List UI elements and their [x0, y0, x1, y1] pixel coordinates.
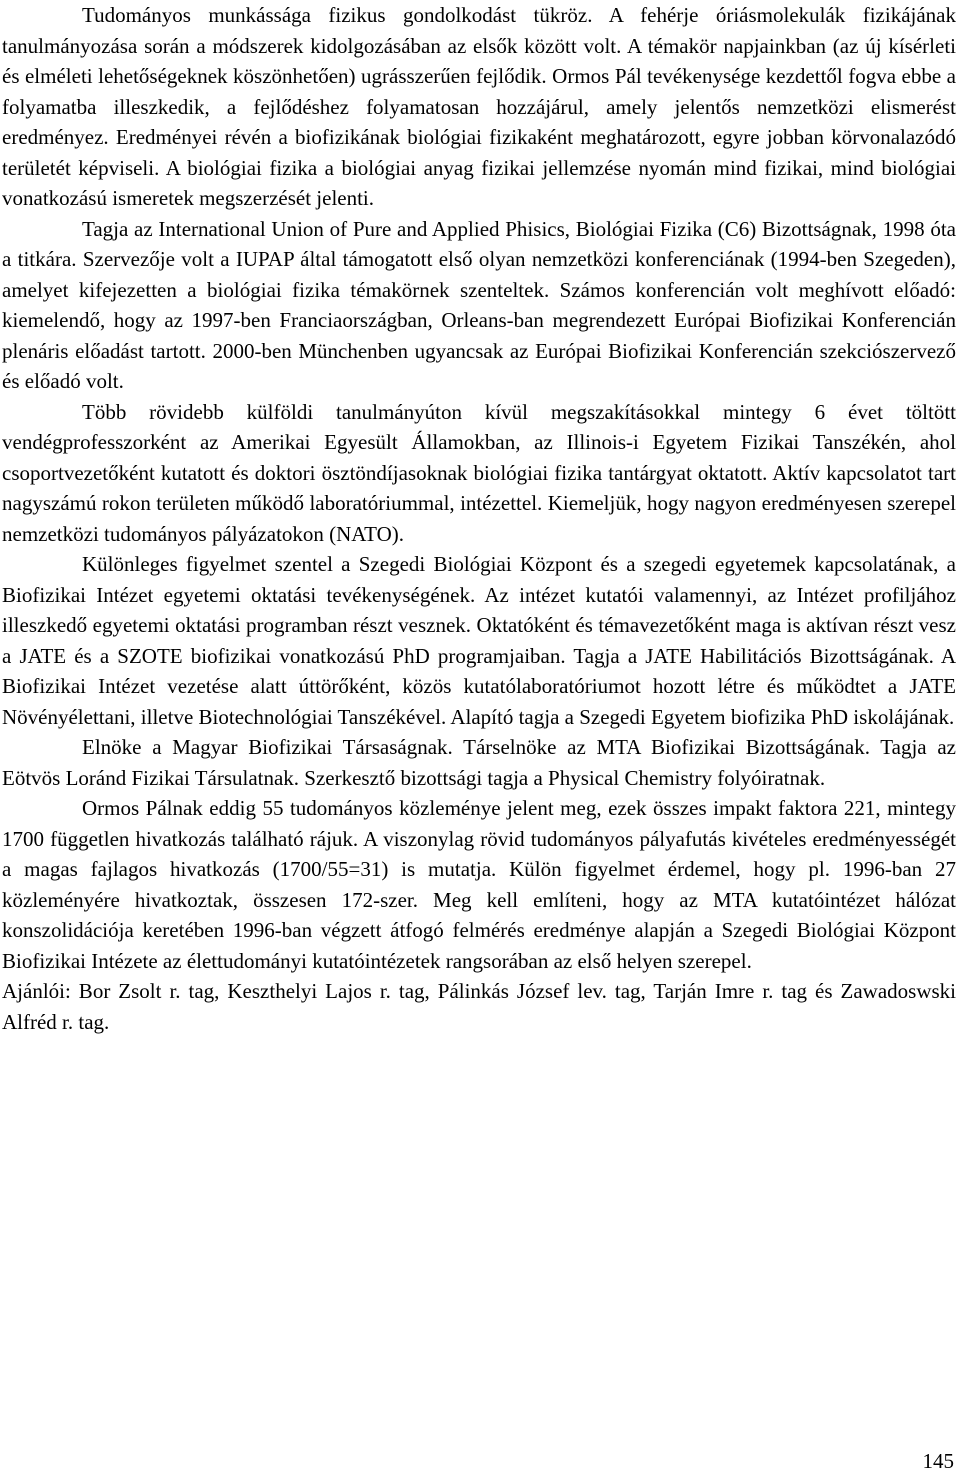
paragraph-publications: Ormos Pálnak eddig 55 tudományos közleménye jelent meg, ezek összes impakt faktora 221, mintegy 1700 független hivatkozás található rájuk. A viszonylag rövid tudományos pályafutás kivételes eredményességét a magas fajlagos hivatkozás (1700/55=31) is mutatja. Külön figyelmet érdemel, hogy pl. 1996-ban 27 közleményére hivatkoztak, összesen 172-szer. Meg kell említeni, hogy az MTA kutatóintézet hálózat konszolidációja keretében 1996-ban végzett átfogó felmérés eredménye alapján a Szegedi Biológiai Központ Biofizikai Intézete az élettudományi kutatóintézetek rangsorában az első helyen szerepel. — [2, 796, 956, 973]
paragraph-research: Tudományos munkássága fizikus gondolkodást tükröz. A fehérje óriásmolekulák fizikájának tanulmányozása során a módszerek kidolgozásában az elsők között volt. A témakör napjainkban (az új kísérleti és elméleti lehetőségeknek köszönhetően) ugrásszerűen fejlődik. Ormos Pál tevékenysége kezdettől fogva ebbe a folyamatba illeszkedik, a fejlődéshez folyamatosan hozzájárul, amely jelentős nemzetközi elismerést eredményez. Eredményei révén a biofizikának biológiai fizikaként meghatározott, egyre jobban körvonalazódó területét képviseli. A biológiai fizika a biológiai anyag fizikai jellemzése nyomán mind fizikai, mind biológiai vonatkozású ismeretek megszerzését jelenti. — [2, 3, 956, 210]
page-number: 145 — [922, 1449, 954, 1473]
paragraph-recommenders: Ajánlói: Bor Zsolt r. tag, Keszthelyi Lajos r. tag, Pálinkás József lev. tag, Tarján Imre r. tag és Zawadoswski Alfréd r. tag. — [2, 979, 956, 1034]
paragraph-abroad: Több rövidebb külföldi tanulmányúton kívül megszakításokkal mintegy 6 évet töltött vendégprofesszorként az Amerikai Egyesült Államokban, az Illinois-i Egyetem Fizikai Tanszékén, ahol csoportvezetőként kutatott és doktori ösztöndíjasoknak biológiai fizika tantárgyat oktatott. Aktív kapcsolatot tart nagyszámú rokon területen működő laboratóriummal, intézettel. Kiemeljük, hogy nagyon eredményesen szerepel nemzetközi tudományos pályázatokon (NATO). — [2, 399, 956, 546]
paragraph-memberships: Elnöke a Magyar Biofizikai Társaságnak. Társelnöke az MTA Biofizikai Bizottságának. Tagja az Eötvös Loránd Fizikai Társulatnak. Szerkesztő bizottsági tagja a Physical Chemistry folyóiratnak. — [2, 735, 956, 790]
body-text — [2, 0, 956, 1037]
paragraph-teaching: Különleges figyelmet szentel a Szegedi Biológiai Központ és a szegedi egyetemek kapcsolatának, a Biofizikai Intézet egyetemi oktatási tevékenységének. Az intézet kutatói valamennyi, az Intézet profiljához illeszkedő egyetemi oktatási programban részt vesznek. Oktatóként és témavezetőként maga is aktívan részt vesz a JATE és a SZOTE biofizikai vonatkozású PhD programjaiban. Tagja a JATE Habilitációs Bizottságának. A Biofizikai Intézet vezetése alatt úttörőként, közös kutatólaboratóriumot hozott létre és működtet a JATE Növényélettani, illetve Biotechnológiai Tanszékével. Alapító tagja a Szegedi Egyetem biofizika PhD iskolájának. — [2, 552, 956, 729]
paragraph-iupap: Tagja az International Union of Pure and Applied Phisics, Biológiai Fizika (C6) Bizottságnak, 1998 óta a titkára. Szervezője volt a IUPAP által támogatott első olyan nemzetközi konferenciának (1994-ben Szegeden), amelyet kifejezetten a biológiai fizika témakörnek szenteltek. Számos konferencián volt meghívott előadó: kiemelendő, hogy az 1997-ben Franciaországban, Orleans-ban megrendezett Európai Biofizikai Konferencián plenáris előadást tartott. 2000-ben Münchenben ugyancsak az Európai Biofizikai Konferencián szekciószervező és előadó volt. — [2, 216, 956, 393]
